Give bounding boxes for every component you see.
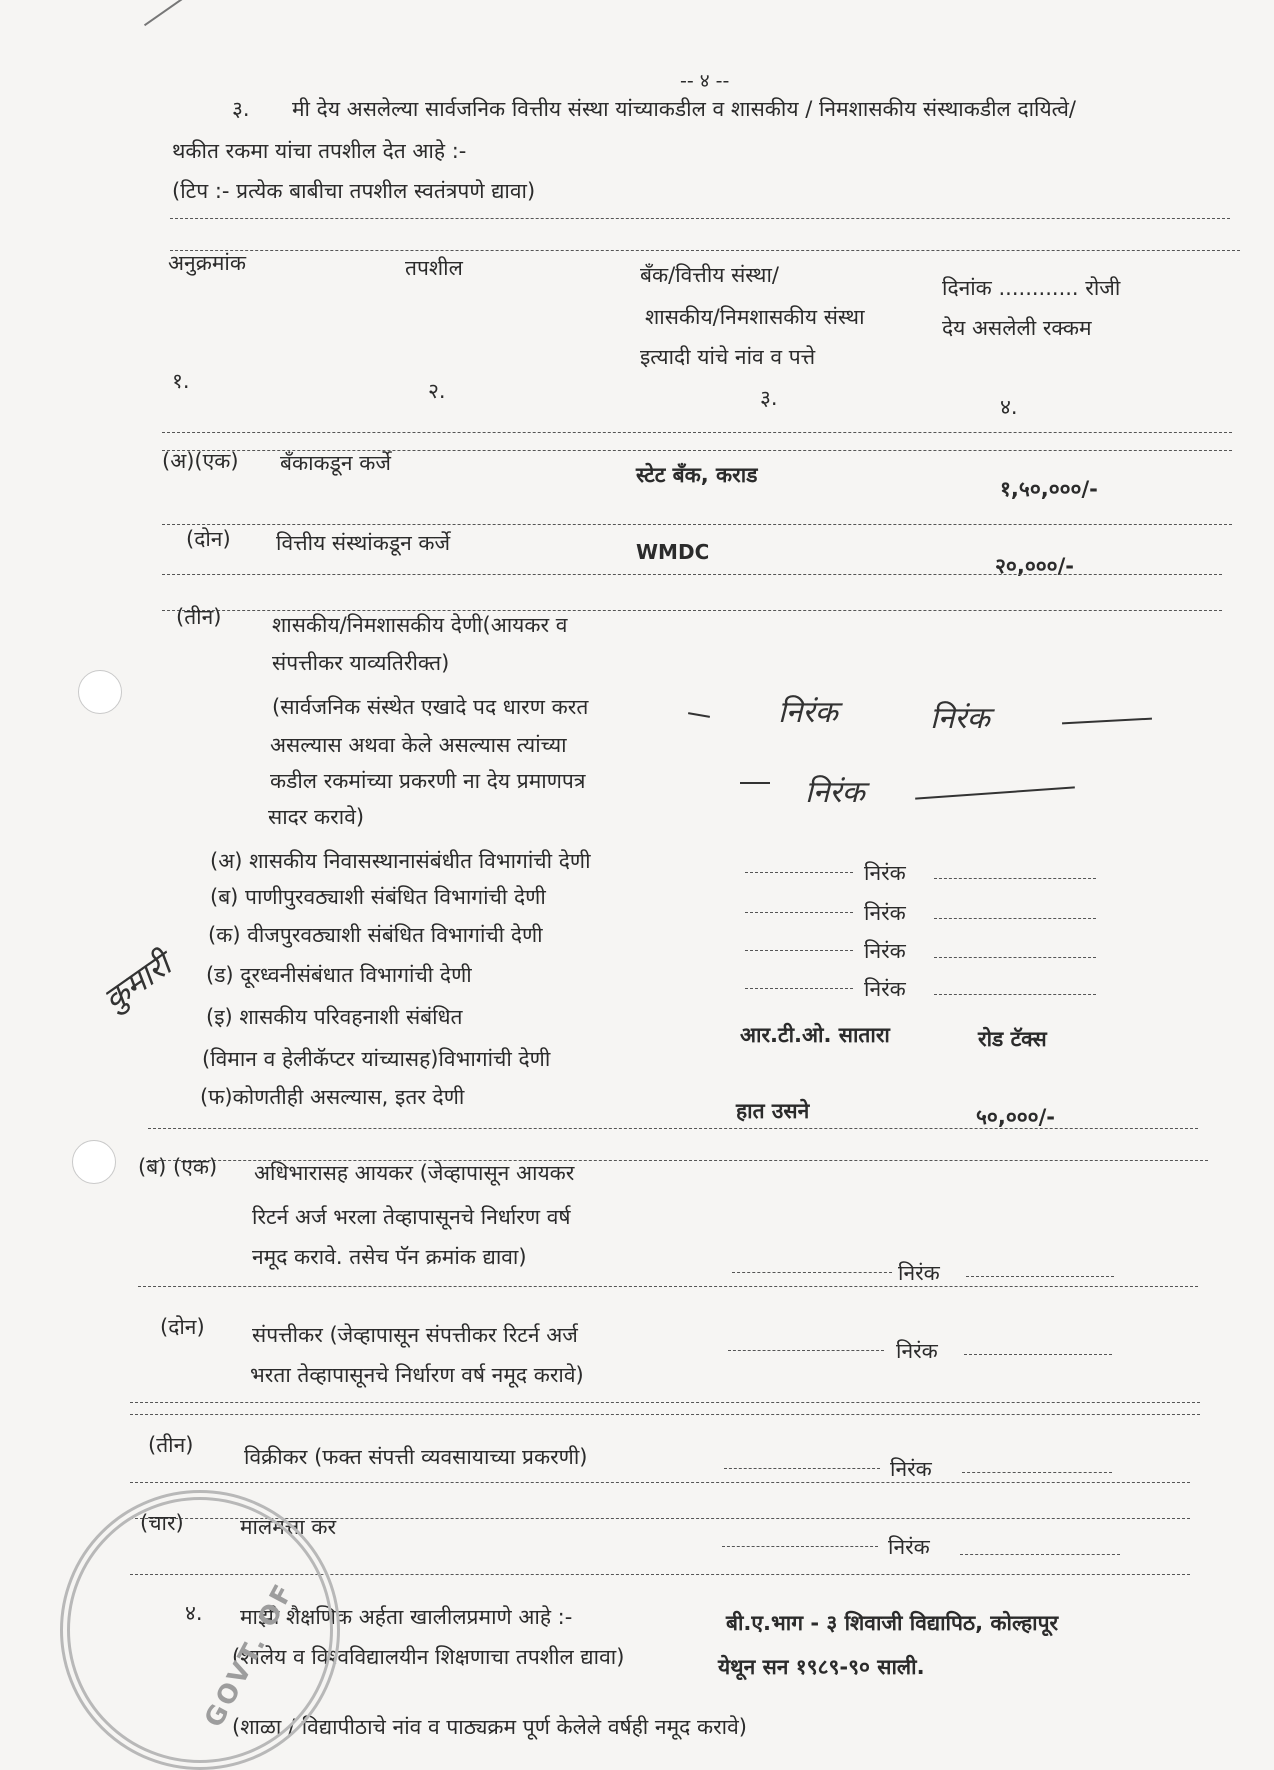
- transport-line-2: (विमान व हेलीकॅप्टर यांच्यासह)विभागांची देणी: [202, 1047, 551, 1071]
- page-corner-mark: [144, 0, 186, 26]
- header-amount-1: दिनांक ............ रोजी: [942, 276, 1121, 300]
- row-detail-6: सादर करावे): [268, 805, 365, 829]
- other-institution: हात उसने: [736, 1099, 810, 1123]
- dash-right: [964, 1354, 1112, 1355]
- sub-value-a: निरंक: [864, 861, 906, 885]
- handwritten-nil: निरंक: [778, 695, 838, 730]
- row-value: निरंक: [890, 1457, 932, 1481]
- row-detail-4: असल्यास अथवा केले असल्यास त्यांच्या: [270, 733, 567, 757]
- row-label: (तीन): [148, 1433, 194, 1457]
- row-detail-1: अधिभारासह आयकर (जेव्हापासून आयकर: [254, 1161, 575, 1185]
- divider: [162, 524, 1232, 525]
- row-label: (ब) (एक): [138, 1155, 218, 1179]
- header-amount-2: देय असलेली रक्कम: [942, 316, 1092, 340]
- transport-institution: आर.टी.ओ. सातारा: [740, 1023, 890, 1047]
- dash-left: [728, 1350, 884, 1351]
- handwritten-line: [915, 786, 1075, 799]
- divider: [130, 1482, 1190, 1483]
- dash-right: [960, 1554, 1120, 1555]
- sub-item-b: (ब) पाणीपुरवठ्याशी संबंधित विभागांची देणी: [210, 885, 546, 909]
- row-label: (दोन): [186, 527, 231, 551]
- sub-item-c: (क) वीजपुरवठ्याशी संबंधित विभागांची देणी: [208, 923, 543, 947]
- section-number: ३.: [232, 97, 250, 121]
- intro-note: (टिप :- प्रत्येक बाबीचा तपशील स्वतंत्रपणे द्यावा): [172, 179, 536, 203]
- row-detail: विक्रीकर (फक्त संपत्ती व्यवसायाच्या प्रकरणी): [244, 1445, 588, 1469]
- row-label: (दोन): [160, 1315, 205, 1339]
- divider: [162, 610, 1222, 611]
- education-number: ४.: [185, 1601, 203, 1625]
- row-institution: WMDC: [636, 540, 710, 564]
- header-serial: अनुक्रमांक: [168, 251, 246, 275]
- divider: [170, 250, 1240, 251]
- row-label: (अ)(एक): [162, 449, 239, 473]
- row-detail-2: भरता तेव्हापासूनचे निर्धारण वर्ष नमूद करावे): [250, 1363, 584, 1387]
- header-institution-3: इत्यादी यांचे नांव व पत्ते: [640, 345, 816, 369]
- divider: [148, 1128, 1198, 1129]
- row-detail: बँकाकडून कर्जे: [280, 451, 391, 475]
- row-amount: १,५०,०००/-: [1000, 477, 1098, 501]
- header-institution-2: शासकीय/निमशासकीय संस्था: [645, 305, 865, 329]
- dash-left: [745, 872, 853, 873]
- sub-item-a: (अ) शासकीय निवासस्थानासंबंधीत विभागांची देणी: [210, 849, 591, 873]
- handwritten-dash: [688, 712, 710, 718]
- row-detail-3: नमूद करावे. तसेच पॅन क्रमांक द्यावा): [252, 1245, 527, 1269]
- education-line-1: माझी शैक्षणिक अर्हता खालीलप्रमाणे आहे :-: [240, 1605, 573, 1629]
- dash-right: [934, 878, 1096, 879]
- column-number-2: २.: [428, 379, 446, 403]
- dash-right: [966, 1276, 1114, 1277]
- row-amount: २०,०००/-: [995, 554, 1074, 578]
- column-number-3: ३.: [760, 386, 778, 410]
- row-detail-1: शासकीय/निमशासकीय देणी(आयकर व: [272, 613, 568, 637]
- row-value: निरंक: [898, 1261, 940, 1285]
- sub-value-b: निरंक: [864, 901, 906, 925]
- handwritten-dash: [740, 782, 770, 784]
- divider: [170, 218, 1230, 219]
- education-line-3: (शाळा / विद्यापीठाचे नांव व पाठ्यक्रम पूर्ण केलेले वर्षही नमूद करावे): [232, 1715, 747, 1739]
- row-institution: स्टेट बॅंक, कराड: [636, 463, 758, 487]
- row-detail-2: संपत्तीकर याव्यतिरीक्त): [272, 651, 450, 675]
- row-detail-3: (सार्वजनिक संस्थेत एखादे पद धारण करत: [272, 695, 589, 719]
- dash-right: [934, 918, 1096, 919]
- transport-line-1: (इ) शासकीय परिवहनाशी संबंधित: [206, 1005, 463, 1029]
- handwritten-line: [1062, 718, 1152, 725]
- row-label: (चार): [140, 1511, 184, 1535]
- page-number: -- ४ --: [680, 70, 730, 92]
- row-value: निरंक: [888, 1535, 930, 1559]
- row-label: (तीन): [176, 605, 222, 629]
- dash-left: [745, 988, 853, 989]
- header-detail: तपशील: [405, 256, 463, 280]
- divider: [162, 574, 1222, 575]
- education-answer-1: बी.ए.भाग - ३ शिवाजी विद्यापिठ, कोल्हापूर: [726, 1611, 1059, 1635]
- dash-right: [934, 957, 1096, 958]
- divider: [162, 432, 1232, 433]
- sub-item-d: (ड) दूरध्वनीसंबंधात विभागांची देणी: [206, 963, 472, 987]
- divider: [130, 1402, 1200, 1403]
- education-answer-2: येथून सन १९८९-९० साली.: [718, 1655, 925, 1679]
- row-detail-1: संपत्तीकर (जेव्हापासून संपत्तीकर रिटर्न अर्ज: [252, 1323, 578, 1347]
- dash-left: [724, 1468, 880, 1469]
- stamp-text: GOVT. OF: [199, 1577, 301, 1733]
- row-value: निरंक: [896, 1339, 938, 1363]
- education-line-2: (शालेय व विश्वविद्यालयीन शिक्षणाचा तपशील द्यावा): [232, 1645, 625, 1669]
- header-institution-1: बँक/वित्तीय संस्था/: [640, 263, 779, 287]
- row-detail: मालमत्ता कर: [240, 1515, 337, 1539]
- handwritten-nil: निरंक: [930, 701, 990, 736]
- sub-value-d: निरंक: [864, 977, 906, 1001]
- other-dues: (फ)कोणतीही असल्यास, इतर देणी: [200, 1085, 465, 1109]
- dash-right: [962, 1472, 1112, 1473]
- intro-line-2: थकीत रकमा यांचा तपशील देत आहे :-: [172, 139, 467, 163]
- divider: [138, 1286, 1198, 1287]
- row-detail-2: रिटर्न अर्ज भरला तेव्हापासूनचे निर्धारण वर्ष: [252, 1205, 571, 1229]
- dash-left: [745, 950, 853, 951]
- column-number-4: ४.: [1000, 395, 1018, 419]
- official-stamp: [60, 1490, 340, 1770]
- dash-left: [732, 1272, 892, 1273]
- sub-value-c: निरंक: [864, 939, 906, 963]
- divider: [130, 1414, 1200, 1415]
- dash-right: [934, 994, 1096, 995]
- other-amount: ५०,०००/-: [976, 1105, 1055, 1129]
- punch-hole-bottom: [72, 1140, 116, 1184]
- margin-handwriting: कुमारी: [96, 945, 178, 1019]
- row-detail-5: कडील रकमांच्या प्रकरणी ना देय प्रमाणपत्र: [270, 769, 586, 793]
- row-detail: वित्तीय संस्थांकडून कर्जे: [276, 531, 451, 555]
- punch-hole-top: [78, 670, 122, 714]
- intro-line-1: मी देय असलेल्या सार्वजनिक वित्तीय संस्था यांच्याकडील व शासकीय / निमशासकीय संस्थाकडील दायित्वे/: [292, 97, 1076, 121]
- handwritten-nil: निरंक: [805, 775, 865, 810]
- transport-amount: रोड टॅक्स: [978, 1027, 1047, 1051]
- column-number-1: १.: [172, 369, 190, 393]
- dash-left: [745, 912, 853, 913]
- dash-left: [722, 1546, 878, 1547]
